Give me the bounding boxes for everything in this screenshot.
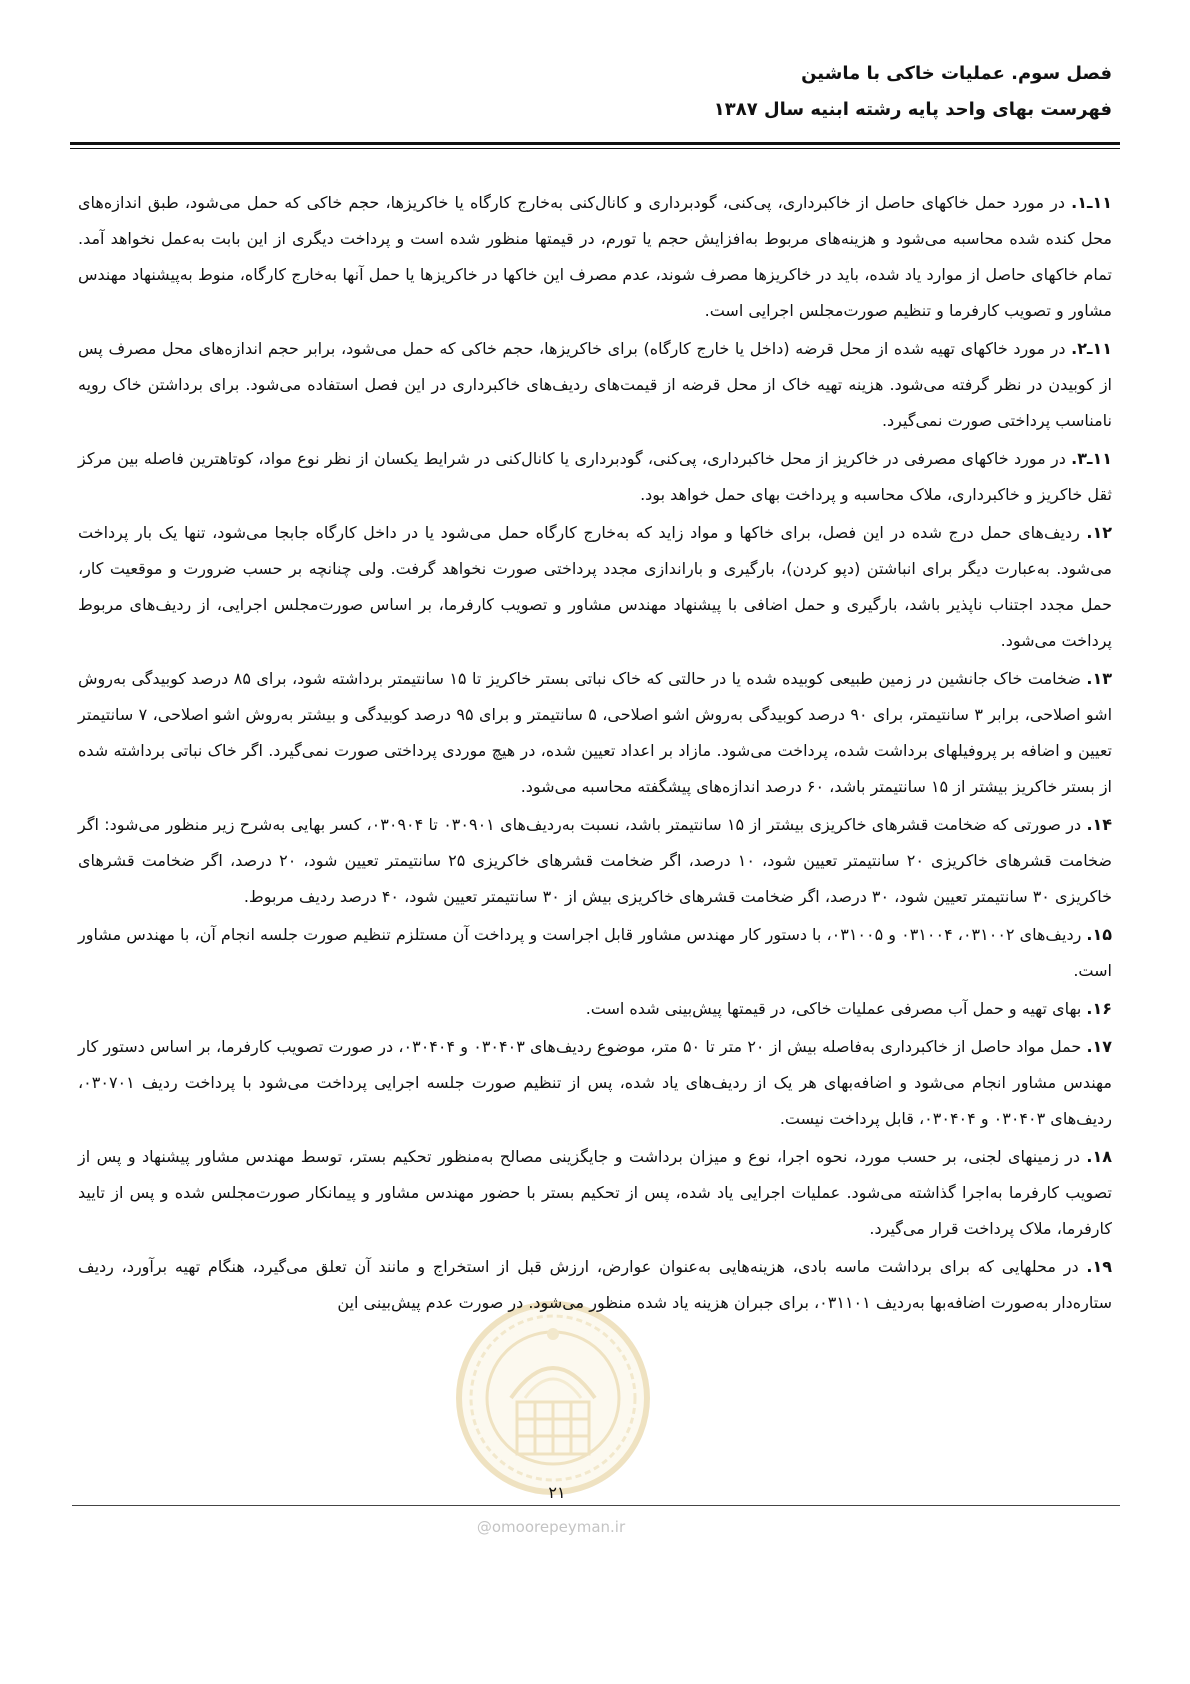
book-title: فهرست بهای واحد پایه رشته ابنیه سال ۱۳۸۷ [713,99,1112,120]
clause-text: در مورد حمل خاکهای حاصل از خاکبرداری، پی‌کنی، گودبرداری و کانال‌کنی به‌خارج کارگاه یا خاکریزها، حجم خاکی که حمل می‌شود، طبق اندازه‌های محل کنده شده محاسبه می‌شود و هزینه‌های مربوط به‌افزایش حجم یا تورم، در قیمتها منظور شده است و پرداخت دیگری از این بابت به‌عمل نخواهد آمد. تمام خاکهای حاصل از موارد یاد شده، باید در خاکریزها مصرف شوند، عدم مصرف این خاکها در خاکریزها یا حمل آنها به‌خارج کارگاه، منوط به‌پیشنهاد مهندس مشاور و تصویب کارفرما و تنظیم صورت‌مجلس اجرایی است. [78,193,1112,320]
clause-number: ۱۷. [1086,1037,1113,1056]
chapter-title: فصل سوم. عملیات خاکی با ماشین [801,63,1112,84]
clause-number: ۱۱ـ۳. [1071,449,1112,468]
clause-number: ۱۲. [1086,523,1113,542]
clause-number: ۱۹. [1086,1257,1112,1276]
footer-rule [72,1505,1120,1506]
clause-17 [78,1029,1112,1137]
clause-11-2 [78,331,1112,439]
watermark-logo [453,1298,653,1498]
clause-number: ۱۸. [1086,1147,1112,1166]
clause-text: ردیف‌های حمل درج شده در این فصل، برای خاکها و مواد زاید که به‌خارج کارگاه حمل می‌شود یا در داخل کارگاه جابجا می‌شود، تنها یک بار پرداخت می‌شود. به‌عبارت دیگر برای انباشتن (دپو کردن)، بارگیری و باراندازی مجدد پرداختی صورت نخواهد گرفت. ولی چنانچه بر حسب ضرورت و موقعیت کار، حمل مجدد اجتناب ناپذیر باشد، بارگیری و حمل اضافی با پیشنهاد مهندس مشاور و تصویب کارفرما، بر اساس صورت‌مجلس اجرایی، از ردیف‌های مربوط پرداخت می‌شود. [78,523,1112,650]
watermark-url: @omoorepeyman.ir [476,1518,626,1536]
clause-15 [78,917,1112,989]
body-text [78,185,1112,1323]
clause-19 [78,1249,1112,1321]
clause-number: ۱۱ـ۱. [1071,193,1112,212]
clause-number: ۱۶. [1086,999,1112,1018]
clause-text: در مورد خاکهای تهیه شده از محل قرضه (داخل یا خارج کارگاه) برای خاکریزها، حجم خاکی که حمل می‌شود، برابر حجم اندازه‌های محل مصرف پس از کوبیدن در نظر گرفته می‌شود. هزینه تهیه خاک از محل قرضه از قیمت‌های ردیف‌های خاکبرداری در این فصل استفاده می‌شود. برای برداشتن خاک رویه نامناسب پرداختی صورت نمی‌گیرد. [78,339,1112,430]
clause-16 [78,991,1112,1027]
clause-text: در محلهایی که برای برداشت ماسه بادی، هزینه‌هایی به‌عنوان عوارض، ارزش قبل از استخراج و مانند آن تعلق می‌گیرد، هنگام تهیه برآورد، ردیف ستاره‌دار به‌صورت اضافه‌بها به‌ردیف ۰۳۱۱۰۱، برای جبران هزینه یاد شده منظور می‌شود. در صورت عدم پیش‌بینی این [78,1257,1112,1312]
header-double-rule [70,142,1120,149]
clause-text: حمل مواد حاصل از خاکبرداری به‌فاصله بیش از ۲۰ متر تا ۵۰ متر، موضوع ردیف‌های ۰۳۰۴۰۳ و ۰۳۰۴۰۴، در صورت تصویب کارفرما، بر اساس دستور کار مهندس مشاور انجام می‌شود و اضافه‌بهای هر یک از ردیف‌های یاد شده، پس از تنظیم صورت جلسه اجرایی پرداخت می‌شود با پرداخت ردیف ۰۳۰۷۰۱، ردیف‌های ۰۳۰۴۰۳ و ۰۳۰۴۰۴، قابل پرداخت نیست. [78,1037,1112,1128]
clause-text: در صورتی که ضخامت قشرهای خاکریزی بیشتر از ۱۵ سانتیمتر باشد، نسبت به‌ردیف‌های ۰۳۰۹۰۱ تا ۰۳۰۹۰۴، کسر بهایی به‌شرح زیر منظور می‌شود: اگر ضخامت قشرهای خاکریزی ۲۰ سانتیمتر تعیین شود، ۱۰ درصد، اگر ضخامت قشرهای خاکریزی ۲۵ سانتیمتر تعیین شود، ۲۰ درصد، اگر ضخامت قشرهای خاکریزی ۳۰ سانتیمتر تعیین شود، ۳۰ درصد، اگر ضخامت قشرهای خاکریزی بیش از ۳۰ سانتیمتر تعیین شود، ۴۰ درصد ردیف مربوط. [78,815,1113,906]
clause-11-3 [78,441,1112,513]
clause-number: ۱۴. [1086,815,1113,834]
clause-number: ۱۱ـ۲. [1071,339,1112,358]
clause-number: ۱۳. [1086,669,1113,688]
clause-text: ضخامت خاک جانشین در زمین طبیعی کوبیده شده یا در حالتی که خاک نباتی بستر خاکریز تا ۱۵ سانتیمتر برداشته شود، برای ۸۵ درصد کوبیدگی به‌روش اشو اصلاحی، برابر ۳ سانتیمتر، برای ۹۰ درصد کوبیدگی به‌روش اشو اصلاحی، ۵ سانتیمتر و برای ۹۵ درصد کوبیدگی و بیشتر به‌روش اشو اصلاحی، ۷ سانتیمتر تعیین و اضافه بر پروفیلهای برداشت شده، پرداخت می‌شود. مازاد بر اعداد تعیین شده، در هیچ موردی پرداختی صورت نمی‌گیرد. اگر خاک نباتی برداشته شده از بستر خاکریز بیشتر از ۱۵ سانتیمتر باشد، ۶۰ درصد اندازه‌های پیشگفته محاسبه می‌شود. [78,669,1113,796]
clause-number: ۱۵. [1086,925,1112,944]
clause-12 [78,515,1112,659]
page-number: ۲۱ [548,1483,566,1502]
clause-text: در مورد خاکهای مصرفی در خاکریز از محل خاکبرداری، پی‌کنی، گودبرداری یا کانال‌کنی در شرایط یکسان از نظر نوع مواد، کوتاهترین فاصله بین مرکز ثقل خاکریز و خاکبرداری، ملاک محاسبه و پرداخت بهای حمل خواهد بود. [78,449,1112,504]
running-header [352,56,1112,128]
clause-text: در زمینهای لجنی، بر حسب مورد، نحوه اجرا، نوع و میزان برداشت و جایگزینی مصالح به‌منظور تحکیم بستر، توسط مهندس مشاور پیشنهاد و پس از تصویب کارفرما به‌اجرا گذاشته می‌شود. عملیات اجرایی یاد شده، پس از تحکیم بستر با حضور مهندس مشاور و پیمانکار صورت‌مجلس شده و پس از تایید کارفرما، ملاک پرداخت قرار می‌گیرد. [78,1147,1112,1238]
clause-text: ردیف‌های ۰۳۱۰۰۲، ۰۳۱۰۰۴ و ۰۳۱۰۰۵، با دستور کار مهندس مشاور قابل اجراست و پرداخت آن مستلزم تنظیم صورت جلسه انجام آن، با مهندس مشاور است. [78,925,1112,980]
clause-text: بهای تهیه و حمل آب مصرفی عملیات خاکی، در قیمتها پیش‌بینی شده است. [585,999,1082,1018]
clause-13 [78,661,1112,805]
clause-14 [78,807,1112,915]
clause-18 [78,1139,1112,1247]
clause-11-1 [78,185,1112,329]
